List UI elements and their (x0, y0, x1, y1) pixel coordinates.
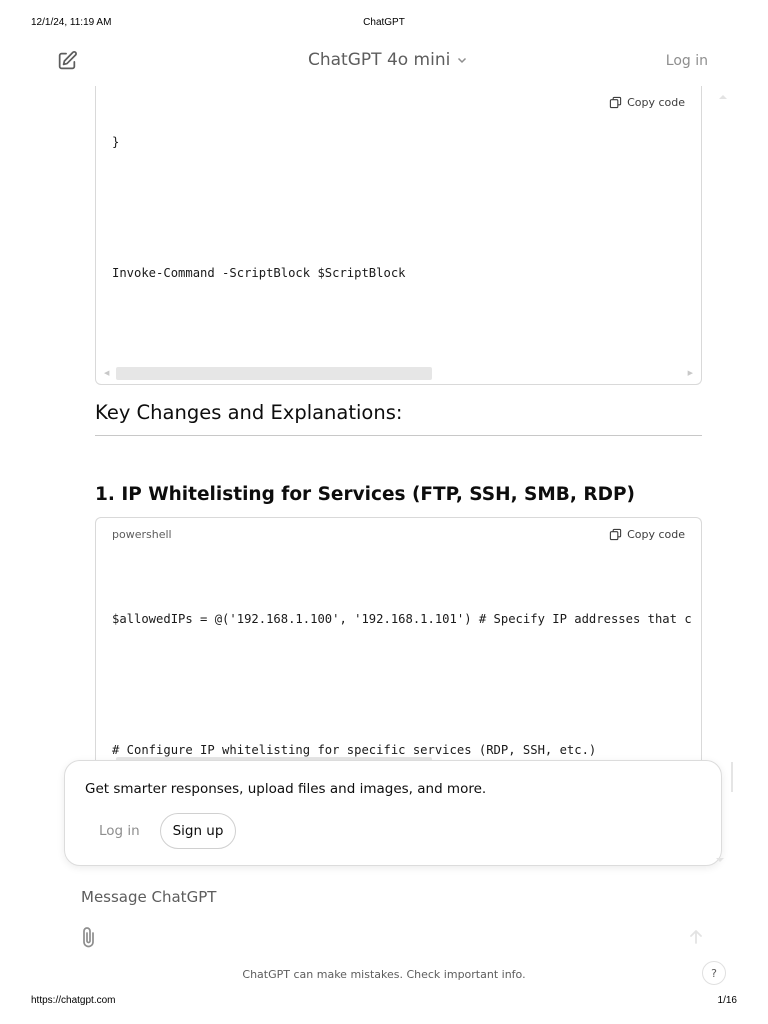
code-line: Invoke-Command -ScriptBlock $ScriptBlock (112, 266, 406, 281)
paperclip-icon (79, 925, 99, 949)
print-url: https://chatgpt.com (31, 995, 116, 1006)
copy-code-button[interactable] (609, 96, 685, 109)
horizontal-scrollbar[interactable] (116, 367, 432, 380)
scroll-right-arrow-icon[interactable]: ▶ (687, 369, 693, 377)
disclaimer-text: ChatGPT can make mistakes. Check important info. (242, 968, 526, 981)
signup-button[interactable]: Sign up (160, 813, 236, 849)
print-title: ChatGPT (363, 17, 405, 28)
edit-icon (56, 50, 78, 72)
signup-prompt-card (64, 760, 722, 866)
code-line: $allowedIPs = @('192.168.1.100', '192.168.1.101') # Specify IP addresses that c (112, 611, 692, 626)
copy-icon (609, 528, 622, 541)
send-button[interactable] (686, 927, 708, 949)
code-language-label: powershell (112, 528, 172, 541)
card-login-button[interactable]: Log in (99, 823, 140, 839)
print-page-number: 1/16 (717, 995, 737, 1006)
code-content (112, 88, 464, 385)
code-content (112, 565, 692, 767)
code-line (112, 198, 464, 220)
subsection-heading: 1. IP Whitelisting for Services (FTP, SSH, SMB, RDP) (95, 484, 635, 505)
print-datetime: 12/1/24, 11:19 AM (31, 17, 112, 28)
code-line (112, 675, 692, 697)
scroll-up-arrow-icon[interactable] (717, 92, 729, 102)
code-line (112, 329, 464, 351)
help-button[interactable]: ? (702, 961, 726, 985)
code-block (95, 86, 702, 385)
section-heading: Key Changes and Explanations: (95, 401, 403, 424)
scroll-left-arrow-icon[interactable]: ◀ (104, 369, 110, 377)
code-line: # Configure IP whitelisting for specific services (RDP, SSH, etc.) (112, 743, 597, 758)
vertical-scrollbar[interactable] (731, 762, 733, 792)
login-button[interactable]: Log in (665, 53, 708, 69)
new-chat-button[interactable] (56, 50, 80, 74)
attach-button[interactable] (79, 925, 99, 949)
chevron-down-icon (456, 54, 468, 66)
message-input[interactable]: Message ChatGPT (81, 888, 217, 906)
signup-message: Get smarter responses, upload files and images, and more. (85, 781, 487, 797)
model-selector[interactable] (308, 50, 468, 70)
scroll-down-arrow-icon[interactable] (715, 856, 725, 864)
copy-code-label: Copy code (627, 96, 685, 109)
copy-code-label: Copy code (627, 528, 685, 541)
code-line: } (112, 134, 120, 149)
copy-icon (609, 96, 622, 109)
code-block (95, 517, 702, 767)
copy-code-button[interactable] (609, 528, 685, 541)
divider (95, 435, 702, 436)
top-bar (0, 40, 768, 86)
model-title: ChatGPT 4o mini (308, 50, 451, 70)
arrow-up-icon (686, 927, 706, 947)
